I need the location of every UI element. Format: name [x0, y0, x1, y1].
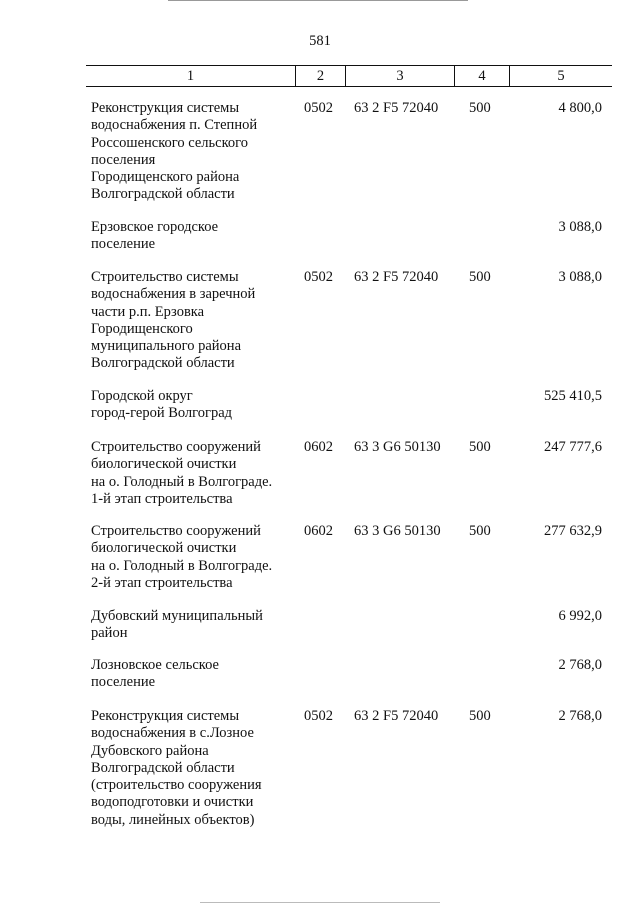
row-section: 0502 [304, 100, 333, 116]
scan-edge-line-bottom [200, 902, 440, 903]
row-amount: 4 800,0 [558, 100, 602, 116]
row-name: Ерзовское городское поселение [91, 219, 219, 253]
row-code: 63 2 F5 72040 [354, 708, 439, 724]
row-name: Дубовский муниципальный район [91, 608, 263, 642]
row-name: Реконструкция системы водоснабжения п. Степной Россошенского сельского поселения Городищенского района Волгоградской области [91, 100, 258, 203]
header-col-1: 1 [186, 68, 195, 84]
row-name: Строительство системы водоснабжения в заречной части р.п. Ерзовка Городищенского муниципального района Волгоградской области [91, 269, 256, 372]
row-amount: 2 768,0 [558, 657, 602, 673]
row-section: 0602 [304, 439, 333, 455]
row-section: 0602 [304, 523, 333, 539]
header-col-2: 2 [316, 68, 325, 84]
row-section: 0502 [304, 269, 333, 285]
row-type: 500 [469, 439, 491, 455]
row-code: 63 3 G6 50130 [354, 523, 441, 539]
row-name: Городской округ город-герой Волгоград [91, 388, 233, 422]
row-name: Строительство сооружений биологической очистки на о. Голодный в Волгограде. 1-й этап строительства [91, 439, 273, 507]
row-type: 500 [469, 269, 491, 285]
row-type: 500 [469, 523, 491, 539]
header-col-5: 5 [557, 68, 565, 84]
row-name: Реконструкция системы водоснабжения в с.Лозное Дубовского района Волгоградской области (строительство сооружения водоподготовки и очистки воды, линейных объектов) [91, 708, 262, 828]
header-bottom-rule [86, 86, 612, 87]
row-amount: 525 410,5 [544, 388, 602, 404]
row-amount: 247 777,6 [544, 439, 602, 455]
row-amount: 6 992,0 [558, 608, 602, 624]
row-name: Строительство сооружений биологической очистки на о. Голодный в Волгограде. 2-й этап строительства [91, 523, 273, 591]
row-section: 0502 [304, 708, 333, 724]
row-code: 63 2 F5 72040 [354, 100, 439, 116]
row-amount: 3 088,0 [558, 219, 602, 235]
row-amount: 3 088,0 [558, 269, 602, 285]
header-col-3: 3 [396, 68, 404, 84]
row-code: 63 2 F5 72040 [354, 269, 439, 285]
row-type: 500 [469, 100, 491, 116]
row-type: 500 [469, 708, 491, 724]
row-amount: 2 768,0 [558, 708, 602, 724]
page-number: 581 [309, 33, 331, 49]
header-col-4: 4 [478, 68, 486, 84]
row-code: 63 3 G6 50130 [354, 439, 441, 455]
row-name: Лозновское сельское поселение [91, 657, 219, 691]
row-amount: 277 632,9 [544, 523, 602, 539]
scan-edge-line-top [168, 0, 468, 1]
